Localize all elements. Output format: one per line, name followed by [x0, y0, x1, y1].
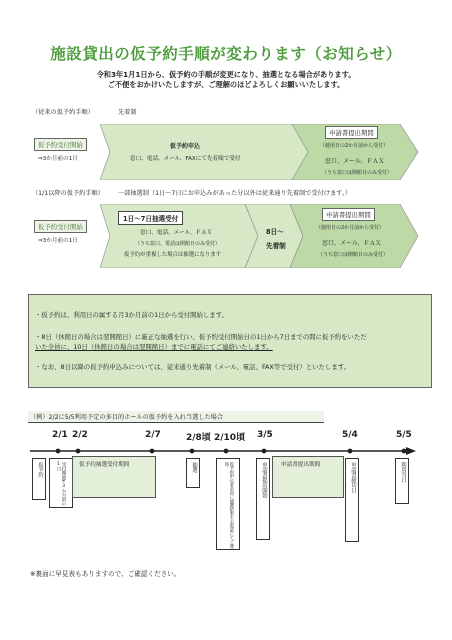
new-step3-sub: （使用日の2か月前から受付） [316, 225, 385, 231]
date-2-2: 2/2 [72, 430, 88, 440]
new-step3-note: （うち窓口は開館日のみ受付） [318, 252, 389, 258]
new-step2-sub: 先着制 [266, 242, 286, 250]
box-shinsei-start [256, 458, 270, 540]
old-start-sub: ⇒3か月前の1日 [38, 156, 78, 162]
new-start-title: 仮予約受付開始 [34, 220, 87, 233]
old-start-title: 仮予約受付開始 [34, 138, 87, 151]
old-start-box [30, 134, 102, 168]
box-shinsei-period-text: 申請書提出期間 [281, 462, 321, 468]
page-title: 施設貸出の仮予約手順が変わります（お知らせ） [50, 45, 402, 63]
box-lottery-period-text: 仮予約抽選受付期間 [79, 462, 130, 468]
old-step2-title: 申請書提出期間 [325, 126, 378, 139]
box-chusen-text: 抽選 [190, 462, 197, 473]
intro-line-1: 令和3年1月1日から、仮予約の手順が変更になり、抽選となる場合があります。 [96, 70, 356, 79]
date-5-5: 5/5 [396, 430, 412, 440]
old-flow-method: 先着制 [118, 109, 137, 116]
date-2-7: 2/7 [145, 430, 161, 440]
new-step2-title: 8日～ [266, 228, 284, 236]
note-1: ・仮予約は、利用日の属する月3か月前の1日から受付開始します。 [35, 311, 228, 319]
old-step1-arrow [100, 124, 325, 180]
new-start-sub: ⇒3か月前の1日 [38, 238, 78, 244]
new-step1-note: （うち窓口、電話は開館日のみ受付） [135, 241, 221, 247]
new-step3-title: 申請書提出期間 [322, 208, 375, 221]
old-step2-note: （うち窓口は開館日のみ受付） [322, 170, 393, 176]
old-flow-label: （従来の仮予約手順） [32, 109, 94, 116]
box-riyou-text: 利用当日 [399, 462, 406, 483]
new-step1-detail: 窓口、電話、メール、ＦＡＸ [140, 230, 213, 236]
box-shinsei-start-text: 申請書提出開始 [260, 462, 267, 498]
box-shinsei-end-text: 申請書締切日 [349, 462, 356, 493]
old-step1-title: 仮予約申込 [170, 143, 201, 150]
new-flow-method: 一部抽選制（1日～7日にお申込みがあった分以外は従来通り先着制で受付けます。） [118, 190, 352, 197]
box-shinsei-end [345, 458, 359, 542]
new-step1-title: 1日～7日抽選受付 [118, 211, 183, 225]
notes-box [28, 294, 432, 388]
note-2a: ・8日（休館日の場合は翌開館日）に厳正な抽選を行い、仮予約受付開始日の1日から7日までの間に仮予約をいただ [35, 333, 367, 341]
old-step2-detail: 窓口、メール、ＦＡＸ [325, 158, 385, 165]
box-renraku [216, 458, 240, 550]
footer-note: ※裏面に早見表もありますので、ご確認ください。 [30, 570, 181, 578]
date-2-10: 2/10頃 [214, 433, 246, 443]
date-3-5: 3/5 [257, 430, 273, 440]
old-step2-sub: （使用日の2か月前から受付） [320, 143, 389, 149]
box-shinsei-period [272, 456, 344, 498]
date-2-1: 2/1 [52, 430, 68, 440]
box-uketsuke-text: 受付開始※3か月前の1日 [56, 462, 67, 506]
intro-line-2: ご不便をおかけいたしますが、ご理解のほどよろしくお願いいたします。 [107, 80, 345, 89]
box-riyou [395, 458, 409, 504]
new-step3-detail: 窓口、メール、ＦＡＸ [322, 240, 382, 247]
box-lottery-period [72, 456, 156, 498]
box-renraku-text: 仮予約申込者全員に抽選結果をお電話にてご連絡 [224, 462, 234, 549]
new-step1-note2: 仮予約が重複した場合は抽選になります [124, 252, 222, 258]
note-3: ・なお、8日以降の仮予約申込みについては、従来通り先着制（メール、電話、FAX等で受付）といたします。 [35, 363, 350, 371]
new-start-box [30, 216, 102, 250]
example-label: （例）2/2に5/5利用予定の多目的ホールの仮予約を入れ当選した場合 [28, 411, 324, 423]
new-flow-label: （1/1以降の仮予約手順） [32, 190, 104, 197]
old-step1-detail: 窓口、電話、メール、FAXにて先着順で受付 [130, 156, 241, 162]
box-kariyoyaku [32, 458, 46, 500]
date-2-8: 2/8頃 [186, 433, 211, 443]
note-2b: いた全員に、10日（休館日の場合は翌開館日）までに電話にてご連絡いたします。 [35, 343, 273, 351]
box-kariyoyaku-text: 仮予約 [36, 462, 43, 478]
date-5-4: 5/4 [342, 430, 358, 440]
box-uketsuke [49, 458, 73, 508]
box-chusen [186, 458, 200, 488]
